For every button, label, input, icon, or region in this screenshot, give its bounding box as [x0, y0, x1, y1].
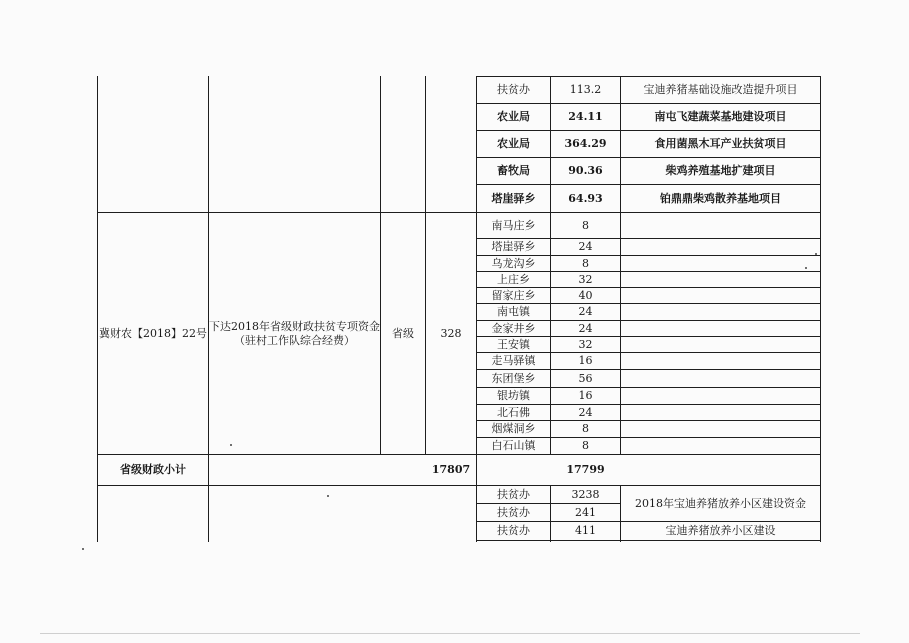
town-amount: 8 — [582, 218, 589, 232]
scan-speck — [82, 548, 84, 550]
town-name: 留家庄乡 — [491, 288, 536, 302]
town-amount: 24 — [578, 305, 593, 318]
scan-speck — [230, 444, 232, 446]
town-amount: 8 — [582, 422, 589, 435]
project-cell: 铂鼎鼎柴鸡散养基地项目 — [660, 191, 781, 205]
subtotal-allocated: 17799 — [566, 463, 605, 476]
town-name: 烟煤洞乡 — [491, 422, 536, 435]
dept-cell: 农业局 — [497, 110, 530, 123]
fund-level: 省级 — [392, 326, 414, 340]
amount-cell: 3238 — [571, 487, 600, 501]
town-amount: 24 — [578, 321, 593, 335]
border-right — [820, 76, 821, 542]
town-name: 塔崖驿乡 — [491, 240, 536, 253]
scan-edge-line — [40, 633, 860, 634]
scan-speck — [327, 495, 329, 497]
town-amount: 24 — [578, 405, 593, 419]
town-amount: 32 — [578, 337, 593, 351]
dept-cell: 扶贫办 — [497, 505, 530, 519]
amount-cell: 64.93 — [568, 191, 603, 205]
amount-cell: 113.2 — [569, 83, 602, 96]
town-amount: 56 — [578, 371, 593, 385]
town-amount: 8 — [582, 439, 589, 452]
project-cell: 宝迪养猪基础设施改造提升项目 — [643, 83, 798, 96]
project-cell: 食用菌黑木耳产业扶贫项目 — [654, 137, 787, 150]
project-cell: 南屯飞建蔬菜基地建设项目 — [654, 110, 787, 123]
amount-cell: 90.36 — [568, 164, 603, 177]
town-name: 走马驿镇 — [491, 354, 536, 367]
subtotal-total: 17807 — [431, 463, 471, 476]
town-name: 上庄乡 — [497, 272, 530, 286]
dept-cell: 农业局 — [497, 137, 530, 150]
town-amount: 16 — [578, 354, 593, 367]
dept-cell: 扶贫办 — [497, 487, 530, 501]
dept-cell: 塔崖驿乡 — [491, 191, 536, 205]
town-name: 南屯镇 — [497, 305, 530, 318]
town-name: 银坊镇 — [497, 389, 530, 402]
fund-total: 328 — [440, 326, 462, 340]
fund-title-line1: 下达2018年省级财政扶贫专项资金 — [209, 319, 380, 333]
amount-cell: 364.29 — [564, 137, 607, 150]
subtotal-label: 省级财政小计 — [120, 463, 186, 476]
town-amount: 40 — [578, 288, 593, 302]
town-amount: 32 — [578, 272, 593, 286]
town-name: 金家井乡 — [491, 321, 536, 335]
town-amount: 16 — [578, 389, 593, 402]
scan-speck — [815, 253, 817, 255]
project-cell: 柴鸡养殖基地扩建项目 — [665, 164, 776, 177]
amount-cell: 241 — [575, 505, 596, 519]
dept-cell: 扶贫办 — [497, 83, 530, 96]
town-name: 白石山镇 — [491, 439, 536, 452]
bottom-border — [476, 540, 821, 541]
town-amount: 8 — [582, 256, 589, 270]
amount-cell: 411 — [575, 524, 596, 537]
town-name: 北石佛 — [497, 405, 530, 419]
project-cell: 宝迪养猪放养小区建设 — [665, 524, 776, 537]
amount-cell: 24.11 — [568, 110, 603, 123]
town-amount: 24 — [578, 240, 593, 253]
dept-cell: 扶贫办 — [497, 524, 530, 537]
town-name: 王安镇 — [497, 337, 530, 351]
town-name: 乌龙沟乡 — [491, 256, 536, 270]
document-number: 冀财农【2018】22号 — [99, 326, 207, 340]
town-name: 南马庄乡 — [491, 218, 536, 232]
town-name: 东团堡乡 — [491, 371, 536, 385]
fund-title-line2: （驻村工作队综合经费） — [234, 333, 355, 347]
fund-title — [209, 213, 380, 454]
scan-speck — [805, 267, 807, 269]
dept-cell: 畜牧局 — [497, 164, 530, 177]
project-cell: 2018年宝迪养猪放养小区建设资金 — [635, 496, 806, 510]
